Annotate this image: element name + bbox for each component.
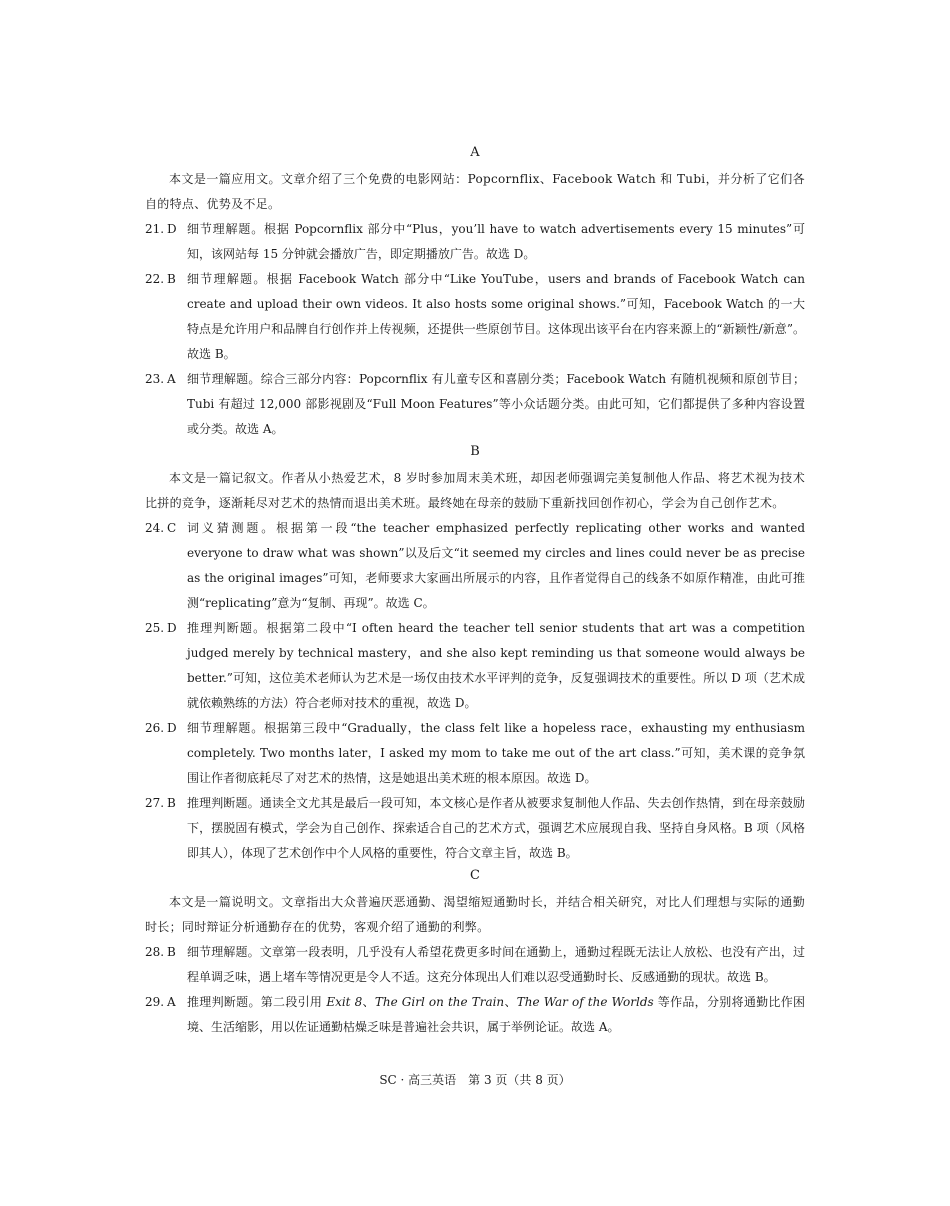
item-answer: D xyxy=(167,621,177,635)
item-answer: B xyxy=(167,945,176,959)
answer-item-23 xyxy=(145,367,805,442)
answer-item-26 xyxy=(145,716,805,791)
item-answer: B xyxy=(167,272,176,286)
item-number: 22. xyxy=(145,272,165,286)
separator: 、 xyxy=(504,995,517,1009)
section-label-b: B xyxy=(470,444,480,459)
work-title: The Girl on the Train xyxy=(374,995,505,1009)
item-explanation: 推理判断题。通读全文尤其是最后一段可知，本文核心是作者从被要求复制他人作品、失去创作热情，到在母亲鼓励下，摆脱固有模式，学会为自己创作、探索适合自己的艺术方式，强调艺术应展现自我、坚持自身风格。B 项（风格即其人），体现了艺术创作中个人风格的重要性，符合文章主旨，故选 B。 xyxy=(187,796,805,860)
answer-item-29 xyxy=(145,990,805,1040)
item-explanation: 细节理解题。综合三部分内容：Popcornflix 有儿童专区和喜剧分类；Facebook Watch 有随机视频和原创节目；Tubi 有超过 12,000 部影视剧及“Full Moon Features”等小众话题分类。由此可知，它们都提供了多种内容设置或分类。故选 A。 xyxy=(187,372,805,436)
item-explanation: 细节理解题。根据 Facebook Watch 部分中“Like YouTube，users and brands of Facebook Watch can create and upload their own videos. It also hosts some original shows.”可知，Facebook Watch 的一大特点是允许用户和品牌自行创作并上传视频，还提供一些原创节目。这体现出该平台在内容来源上的“新颖性/新意”。故选 B。 xyxy=(187,272,805,361)
item-number: 28. xyxy=(145,945,165,959)
work-title: Exit 8 xyxy=(326,995,363,1009)
item-explanation: 推理判断题。根据第二段中“I often heard the teacher tell senior students that art was a competition judged merely by technical mastery，and she also kept reminding us that someone would always be better.”可知，这位美术老师认为艺术是一场仅由技术水平评判的竞争，反复强调技术的重要性。所以 D 项（艺术成就依赖熟练的方法）符合老师对技术的重视，故选 D。 xyxy=(187,621,805,710)
item-explanation: 细节理解题。文章第一段表明，几乎没有人希望花费更多时间在通勤上，通勤过程既无法让人放松、也没有产出，过程单调乏味，遇上堵车等情况更是令人不适。这充分体现出人们难以忍受通勤时长、反感通勤的现状。故选 B。 xyxy=(187,945,805,984)
item-number: 21. xyxy=(145,222,165,236)
item-number: 29. xyxy=(145,995,165,1009)
item-number: 24. xyxy=(145,521,165,535)
answer-key-page xyxy=(145,143,805,1040)
explanation-text: 推理判断题。第二段引用 xyxy=(187,995,327,1009)
answer-item-21 xyxy=(145,217,805,267)
item-number: 25. xyxy=(145,621,165,635)
item-number: 26. xyxy=(145,721,165,735)
section-c-intro: 本文是一篇说明文。文章指出大众普遍厌恶通勤、渴望缩短通勤时长，并结合相关研究，对比人们理想与实际的通勤时长；同时辩证分析通勤存在的优势，客观介绍了通勤的利弊。 xyxy=(145,895,805,934)
separator: 、 xyxy=(362,995,375,1009)
item-answer: B xyxy=(167,796,176,810)
item-number: 27. xyxy=(145,796,165,810)
answer-item-25 xyxy=(145,616,805,716)
item-answer: D xyxy=(167,222,177,236)
section-b-intro: 本文是一篇记叙文。作者从小热爱艺术，8 岁时参加周末美术班，却因老师强调完美复制他人作品、将艺术视为技术比拼的竞争，逐渐耗尽对艺术的热情而退出美术班。最终她在母亲的鼓励下重新找回创作初心，学会为自己创作艺术。 xyxy=(145,471,805,510)
section-label-c: C xyxy=(470,868,480,883)
item-explanation: 细节理解题。根据 Popcornflix 部分中“Plus，you’ll have to watch advertisements every 15 minutes”可知，该网站每 15 分钟就会播放广告，即定期播放广告。故选 D。 xyxy=(187,222,805,261)
item-answer: A xyxy=(167,372,176,386)
section-a-intro: 本文是一篇应用文。文章介绍了三个免费的电影网站：Popcornflix、Facebook Watch 和 Tubi，并分析了它们各自的特点、优势及不足。 xyxy=(145,172,805,211)
answer-item-24 xyxy=(145,516,805,616)
answer-item-22 xyxy=(145,267,805,367)
item-explanation: 词义猜测题。根据第一段“the teacher emphasized perfectly replicating other works and wanted everyone to draw what was shown”以及后文“it seemed my circles and lines could never be as precise as the original images”可知，老师要求大家画出所展示的内容，且作者觉得自己的线条不如原作精准，由此可推测“replicating”意为“复制、再现”。故选 C。 xyxy=(187,521,805,610)
answer-item-28 xyxy=(145,940,805,990)
work-title: The War of the Worlds xyxy=(516,995,654,1009)
answer-item-27 xyxy=(145,791,805,866)
item-answer: A xyxy=(167,995,176,1009)
explanation-text: 等作品，分别将通勤比作困境、生活缩影，用以佐证通勤枯燥乏味是普遍社会共识，属于举例论证。故选 A。 xyxy=(187,995,805,1034)
item-answer: D xyxy=(167,721,177,735)
page-footer: SC · 高三英语 第 3 页（共 8 页） xyxy=(379,1073,571,1087)
section-label-a: A xyxy=(470,145,480,160)
item-answer: C xyxy=(167,521,177,535)
item-explanation xyxy=(185,990,805,1040)
item-explanation: 细节理解题。根据第三段中“Gradually，the class felt like a hopeless race，exhausting my enthusiasm completely. Two months later，I asked my mom to take me out of the art class.”可知，美术课的竞争氛围让作者彻底耗尽了对艺术的热情，这是她退出美术班的根本原因。故选 D。 xyxy=(187,721,805,785)
item-number: 23. xyxy=(145,372,165,386)
